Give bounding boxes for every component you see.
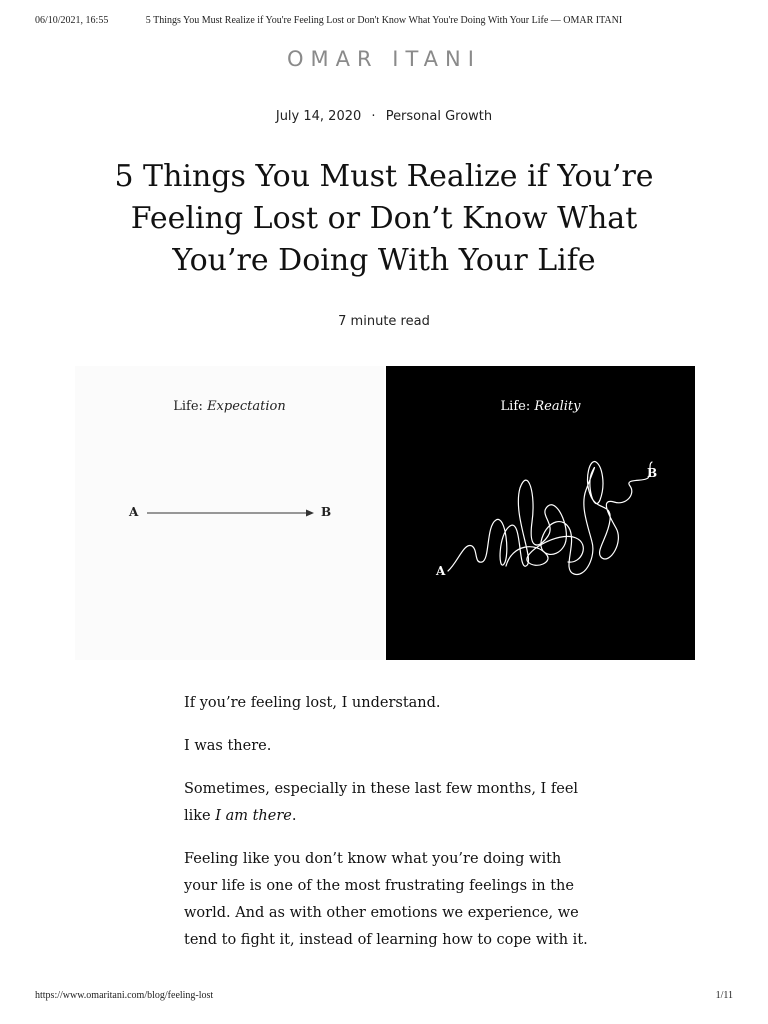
paragraph: If you’re feeling lost, I understand. bbox=[184, 695, 441, 711]
post-date: July 14, 2020 bbox=[275, 109, 362, 124]
read-time: 7 minute read bbox=[338, 314, 430, 329]
expectation-point-a: A bbox=[129, 505, 139, 519]
article-body bbox=[184, 690, 594, 970]
post-meta bbox=[0, 109, 768, 124]
straight-path-arrow bbox=[75, 366, 384, 660]
life-expectation-vs-reality-image bbox=[75, 366, 695, 660]
reality-label-italic: Reality bbox=[534, 399, 581, 414]
print-footer bbox=[35, 990, 733, 1004]
print-url: https://www.omaritani.com/blog/feeling-lost bbox=[35, 990, 214, 1001]
emphasis: I am there bbox=[215, 808, 292, 824]
expectation-label: Life: Expectation bbox=[173, 399, 286, 414]
tangled-path-scribble bbox=[386, 366, 695, 660]
paragraph: Sometimes, especially in these last few months, I feel like I am there. bbox=[184, 781, 579, 824]
meta-separator: · bbox=[371, 109, 376, 124]
expectation-label-italic: Expectation bbox=[207, 399, 286, 414]
paragraph: Feeling like you don’t know what you’re doing with your life is one of the most frustrating feelings in the world. And as with other emotions we experience, we tend to fight it, instead of learning how to cope with it. bbox=[184, 851, 588, 948]
reality-label: Life: Reality bbox=[500, 399, 581, 414]
print-header bbox=[35, 15, 733, 31]
print-document-title: 5 Things You Must Realize if You're Feeling Lost or Don't Know What You're Doing With Your Life — OMAR ITANI bbox=[145, 15, 623, 26]
expectation-point-b: B bbox=[321, 505, 332, 519]
reality-point-a: A bbox=[436, 564, 446, 578]
print-page-number: 1/11 bbox=[715, 990, 733, 1001]
expectation-panel bbox=[75, 366, 384, 660]
paragraph: I was there. bbox=[184, 738, 272, 754]
print-datetime: 06/10/2021, 16:55 bbox=[35, 15, 109, 26]
category-link[interactable]: Personal Growth bbox=[385, 109, 493, 124]
reality-point-b: B bbox=[647, 466, 658, 480]
reality-panel bbox=[386, 366, 695, 660]
post-title: 5 Things You Must Realize if You’re Feeling Lost or Don’t Know What You’re Doing With Your Life bbox=[114, 159, 654, 278]
site-title-link[interactable]: OMAR ITANI bbox=[287, 47, 481, 71]
